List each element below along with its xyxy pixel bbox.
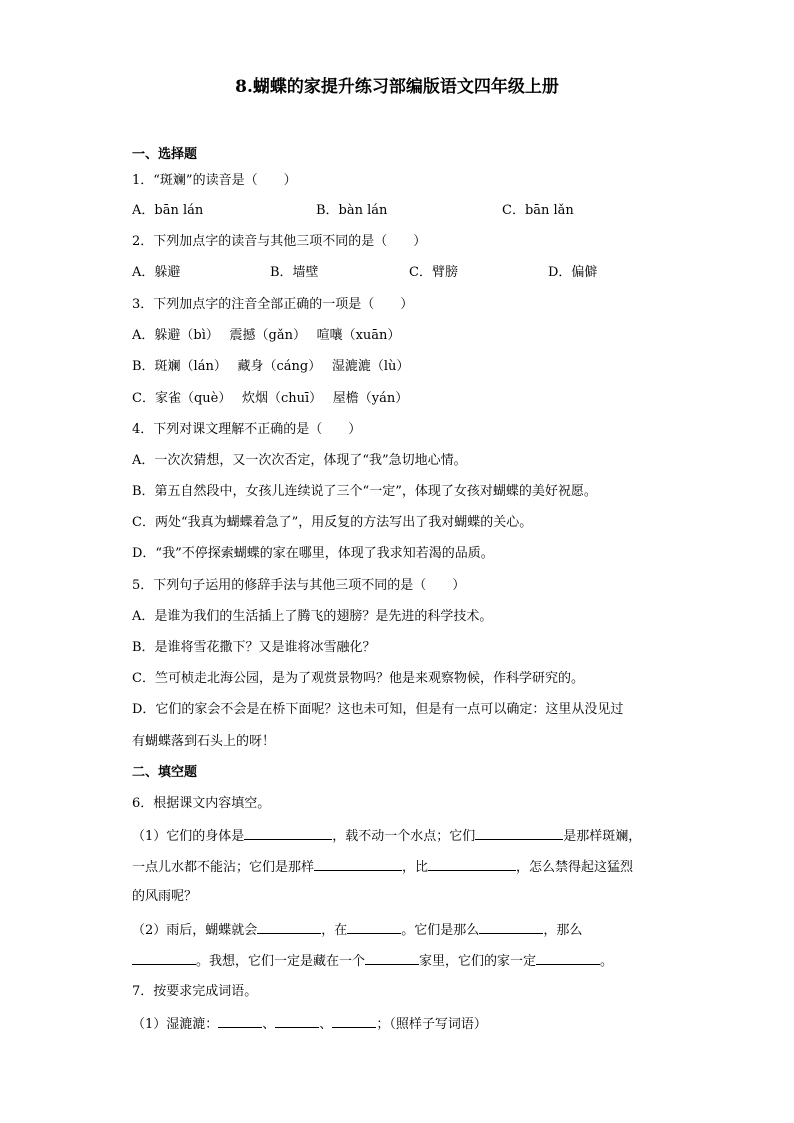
question-1-option-b: B．bàn lán: [316, 203, 388, 218]
question-5-stem: 5．下列句子运用的修辞手法与其他三项不同的是（ ）: [132, 578, 466, 593]
question-5-option-d-line-2: 有蝴蝶落到石头上的呀！: [132, 734, 276, 749]
answer-blank[interactable]: [536, 952, 600, 965]
answer-blank[interactable]: [257, 921, 321, 934]
section-heading-fill-in: 二、填空题: [132, 765, 198, 780]
question-5-option-c: C．竺可桢走北海公园，是为了观赏景物吗？他是来观察物候，作科学研究的。: [132, 671, 584, 686]
question-5-option-b: B．是谁将雪花撒下？又是谁将冰雪融化？: [132, 640, 376, 655]
text-segment: （1）它们的身体是: [132, 829, 245, 844]
question-4-option-a: A．一次次猜想，又一次次否定，体现了“我”急切地心情。: [132, 453, 467, 468]
text-segment: 家里，它们的家一定: [419, 954, 537, 969]
text-segment: 是那样斑斓，: [563, 829, 642, 844]
question-1-stem: 1．“斑斓”的读音是（ ）: [132, 173, 297, 188]
answer-blank[interactable]: [479, 921, 543, 934]
text-segment: ，载不动一个水点；它们: [332, 829, 476, 844]
question-2-option-b: B．墙壁: [270, 265, 319, 280]
question-7-stem: 7．按要求完成词语。: [132, 984, 258, 999]
question-6-part-2-line-1: [132, 921, 582, 939]
text-segment: ，怎么禁得起这猛烈: [516, 860, 634, 875]
answer-blank[interactable]: [275, 1015, 319, 1028]
text-segment: 一点儿水都不能沾；它们是那样: [132, 860, 315, 875]
question-6-part-2-line-2: [132, 952, 613, 970]
answer-blank[interactable]: [475, 827, 563, 840]
answer-blank[interactable]: [244, 827, 332, 840]
answer-blank[interactable]: [347, 921, 401, 934]
question-3-option-c: C．家雀（què） 炊烟（chuī） 屋檐（yán）: [132, 391, 409, 406]
question-3-stem: 3．下列加点字的注音全部正确的一项是（ ）: [132, 297, 414, 312]
question-2-option-c: C．臂膀: [409, 265, 458, 280]
question-5-option-a: A．是谁为我们的生活插上了腾飞的翅膀？是先进的科学技术。: [132, 609, 493, 624]
answer-blank[interactable]: [132, 952, 196, 965]
question-1-option-a: A．bān lán: [132, 203, 204, 218]
answer-blank[interactable]: [218, 1015, 262, 1028]
text-segment: 。我想，它们一定是藏在一个: [196, 954, 366, 969]
separator: 、: [319, 1017, 333, 1032]
question-6-part-1-line-2: [132, 858, 633, 876]
question-6-part-1-line-1: [132, 827, 641, 845]
text-segment: ；（照样子写词语）: [376, 1017, 487, 1032]
question-6-part-1-line-3: 的风雨呢？: [132, 889, 198, 904]
answer-blank[interactable]: [428, 858, 516, 871]
question-2-option-d: D．偏僻: [548, 265, 598, 280]
separator: 、: [262, 1017, 276, 1032]
question-4-option-b: B．第五自然段中，女孩儿连续说了三个“一定”，体现了女孩对蝴蝶的美好祝愿。: [132, 484, 597, 499]
question-4-stem: 4．下列对课文理解不正确的是（ ）: [132, 422, 362, 437]
question-2-option-a: A．躲避: [132, 265, 181, 280]
question-4-option-d: D．“我”不停探索蝴蝶的家在哪里，体现了我求知若渴的品质。: [132, 546, 494, 561]
question-6-stem: 6．根据课文内容填空。: [132, 796, 271, 811]
question-3-option-b: B．斑斓（lán） 藏身（cáng） 湿漉漉（lù）: [132, 359, 410, 374]
answer-blank[interactable]: [332, 1015, 376, 1028]
question-4-option-c: C．两处“我真为蝴蝶着急了”，用反复的方法写出了我对蝴蝶的关心。: [132, 515, 533, 530]
question-5-option-d-line-1: D．它们的家会不会是在桥下面呢？这也未可知，但是有一点可以确定：这里从没见过: [132, 702, 624, 717]
question-1-option-c: C．bān lǎn: [502, 203, 574, 218]
answer-blank[interactable]: [365, 952, 419, 965]
text-segment: ，比: [402, 860, 429, 875]
text-segment: ，在: [321, 923, 348, 938]
text-segment: （1）湿漉漉：: [132, 1017, 219, 1032]
section-heading-choice: 一、选择题: [132, 147, 198, 162]
text-segment: 。: [600, 954, 614, 969]
text-segment: ，那么: [543, 923, 583, 938]
question-2-stem: 2．下列加点字的读音与其他三项不同的是（ ）: [132, 234, 427, 249]
question-7-part-1: [132, 1015, 487, 1033]
page-title: 8.蝴蝶的家提升练习部编版语文四年级上册: [235, 77, 559, 97]
answer-blank[interactable]: [314, 858, 402, 871]
text-segment: 。它们是那么: [401, 923, 480, 938]
text-segment: （2）雨后，蝴蝶就会: [132, 923, 258, 938]
question-3-option-a: A．躲避（bì） 震撼（gǎn） 喧嚷（xuān）: [132, 328, 401, 343]
